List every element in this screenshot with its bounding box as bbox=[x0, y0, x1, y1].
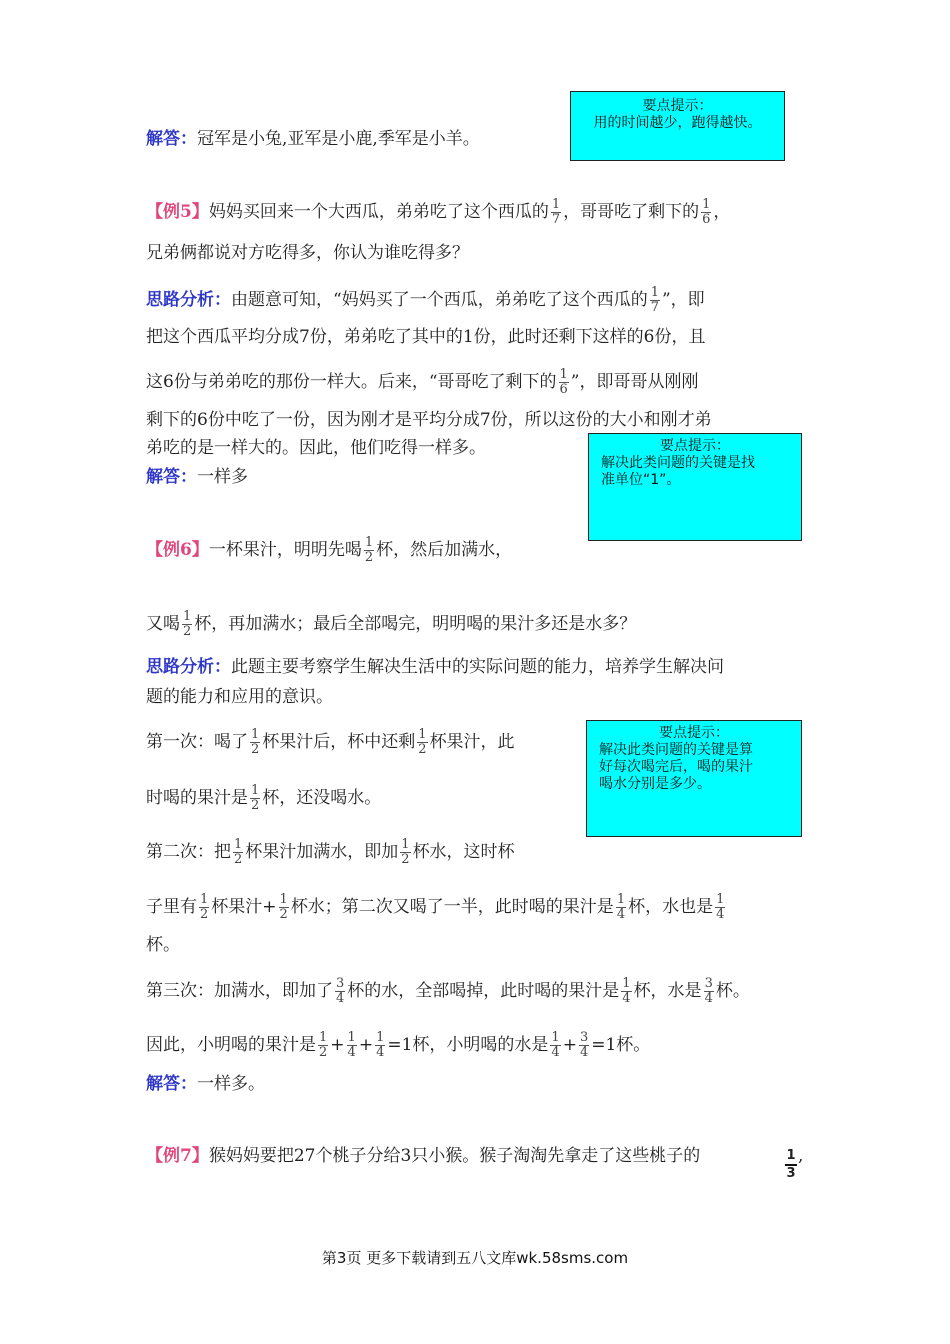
plus-sign: + bbox=[358, 1035, 374, 1055]
fraction: $\frac{1}{2}$ bbox=[279, 892, 288, 922]
fraction: $\frac{1}{2}$ bbox=[234, 837, 243, 867]
text: 杯果汁加满水，即加 bbox=[245, 842, 399, 862]
fraction: $\frac{1}{7}$ bbox=[650, 285, 659, 315]
text-line: 题的能力和应用的意识。 bbox=[146, 687, 333, 707]
fraction: $\frac{1}{4}$ bbox=[616, 892, 626, 922]
text-line bbox=[146, 838, 515, 867]
answer-label: 解答： bbox=[146, 467, 197, 487]
fraction: $\frac{1}{2}$ bbox=[364, 535, 374, 565]
text-line bbox=[146, 1031, 650, 1060]
text: 一杯果汁，明明先喝 bbox=[208, 540, 362, 560]
fraction: $\frac{3}{4}$ bbox=[579, 1030, 589, 1060]
fraction: $\frac{1}{4}$ bbox=[347, 1030, 356, 1060]
text: 杯的水，全部喝掉，此时喝的果汁是 bbox=[347, 981, 620, 1001]
text: 子里有 bbox=[146, 897, 197, 917]
example-tag: 【例5】 bbox=[146, 202, 209, 222]
fraction: $\frac{1}{6}$ bbox=[559, 367, 568, 397]
text-line: 把这个西瓜平均分成7份，弟弟吃了其中的1份，此时还剩下这样的6份，且 bbox=[146, 327, 706, 347]
text: 杯果汁，此 bbox=[429, 732, 515, 752]
text: 杯水，这时杯 bbox=[412, 842, 515, 862]
tip-box-1 bbox=[570, 91, 785, 161]
text: 第二次：把 bbox=[146, 842, 231, 862]
example-tag: 【例6】 bbox=[146, 540, 209, 560]
fraction: $\frac{1}{2}$ bbox=[183, 609, 192, 639]
fraction: $\frac{1}{2}$ bbox=[200, 892, 209, 922]
text: 第一次：喝了 bbox=[146, 732, 248, 752]
fraction: $\frac{1}{7}$ bbox=[551, 197, 561, 227]
plus-sign: + bbox=[562, 1035, 577, 1055]
answer-line bbox=[146, 1073, 265, 1095]
tip-body: 解决此类问题的关键是找 bbox=[601, 455, 755, 471]
text-line: 弟吃的是一样大的。因此，他们吃得一样多。 bbox=[146, 438, 486, 458]
fraction: $\frac{1}{2}$ bbox=[401, 837, 410, 867]
answer-line bbox=[146, 128, 480, 150]
text-line bbox=[146, 977, 750, 1006]
fraction: $\frac{1}{4}$ bbox=[376, 1030, 385, 1060]
text: 杯水；第二次又喝了一半，此时喝的果汁是 bbox=[290, 897, 614, 917]
text: 杯，再加满水；最后全部喝完，明明喝的果汁多还是水多？ bbox=[194, 614, 637, 634]
text: 第三次：加满水，即加了 bbox=[146, 981, 333, 1001]
text: 杯。 bbox=[715, 981, 750, 1001]
fraction: $\frac{1}{4}$ bbox=[622, 976, 631, 1006]
fraction: 1 3 bbox=[786, 1148, 796, 1181]
text: 由题意可知，“妈妈买了一个西瓜，弟弟吃了这个西瓜的 bbox=[231, 290, 648, 310]
text: 猴妈妈要把27个桃子分给3只小猴。猴子淘淘先拿走了这些桃子的 bbox=[208, 1146, 701, 1166]
tip-body: 用的时间越少，跑得越快。 bbox=[593, 115, 762, 131]
fraction: $\frac{3}{4}$ bbox=[336, 976, 345, 1006]
example-tag: 【例7】 bbox=[146, 1146, 209, 1166]
text: 杯，还没喝水。 bbox=[262, 788, 382, 808]
text: ，哥哥吃了剩下的 bbox=[563, 202, 700, 222]
answer-text: 冠军是小兔,亚军是小鹿,季军是小羊。 bbox=[197, 129, 480, 149]
text: ”，即哥哥从刚刚 bbox=[570, 372, 699, 392]
text: ”，即 bbox=[661, 290, 705, 310]
text: 杯果汁+ bbox=[211, 897, 277, 917]
answer-label: 解答： bbox=[146, 1074, 197, 1094]
text-line: 剩下的6份中吃了一份，因为刚才是平均分成7份，所以这份的大小和刚才弟 bbox=[146, 410, 712, 430]
answer-text: 一样多。 bbox=[197, 1074, 265, 1094]
fraction: $\frac{1}{2}$ bbox=[251, 783, 260, 813]
analysis-label: 思路分析： bbox=[146, 657, 231, 677]
text-line bbox=[146, 368, 699, 397]
analysis-label: 思路分析： bbox=[146, 290, 231, 310]
fraction: $\frac{1}{4}$ bbox=[551, 1030, 560, 1060]
text: 因此，小明喝的果汁是 bbox=[146, 1035, 316, 1055]
answer-line bbox=[146, 466, 248, 488]
page-footer: 第3页 更多下载请到五八文库wk.58sms.com bbox=[321, 1249, 629, 1267]
tip-body: 解决此类问题的关键是算 bbox=[599, 742, 753, 758]
answer-text: 一样多 bbox=[197, 467, 248, 487]
text: 杯果汁后，杯中还剩 bbox=[262, 732, 416, 752]
text: ， bbox=[713, 202, 731, 222]
text: =1杯。 bbox=[591, 1035, 651, 1055]
text-line: 兄弟俩都说对方吃得多，你认为谁吃得多？ bbox=[146, 243, 469, 263]
fraction: $\frac{1}{2}$ bbox=[418, 727, 427, 757]
text-line bbox=[146, 728, 515, 757]
text: =1杯，小明喝的水是 bbox=[387, 1035, 549, 1055]
text-line: 杯。 bbox=[146, 935, 180, 955]
tip-body: 好每次喝完后，喝的果汁 bbox=[599, 759, 753, 775]
text-line bbox=[146, 610, 636, 639]
tip-box-2 bbox=[588, 433, 802, 541]
text: 杯，然后加满水， bbox=[376, 540, 513, 560]
fraction: $\frac{1}{2}$ bbox=[251, 727, 260, 757]
comma: , bbox=[798, 1146, 804, 1166]
text-line bbox=[146, 784, 381, 813]
tip-title: 要点提示： bbox=[660, 438, 730, 454]
text: 杯，水也是 bbox=[628, 897, 714, 917]
analysis-line bbox=[146, 656, 724, 678]
fraction: $\frac{3}{4}$ bbox=[704, 976, 713, 1006]
text: 妈妈买回来一个大西瓜，弟弟吃了这个西瓜的 bbox=[208, 202, 549, 222]
text: 此题主要考察学生解决生活中的实际问题的能力，培养学生解决问 bbox=[231, 657, 724, 677]
fraction: $\frac{1}{2}$ bbox=[319, 1030, 328, 1060]
text: 时喝的果汁是 bbox=[146, 788, 248, 808]
analysis-line bbox=[146, 286, 705, 315]
tip-title: 要点提示： bbox=[642, 98, 713, 114]
fraction: $\frac{1}{4}$ bbox=[716, 892, 725, 922]
example-7-question bbox=[146, 1145, 700, 1167]
tip-title: 要点提示： bbox=[659, 725, 729, 741]
tip-box-3 bbox=[586, 720, 802, 837]
plus-sign: + bbox=[330, 1035, 345, 1055]
answer-label: 解答： bbox=[146, 129, 197, 149]
text: 又喝 bbox=[146, 614, 180, 634]
text: 杯，水是 bbox=[633, 981, 702, 1001]
text-line bbox=[146, 893, 727, 922]
fraction: $\frac{1}{6}$ bbox=[702, 197, 711, 227]
text: 这6份与弟弟吃的那份一样大。后来，“哥哥吃了剩下的 bbox=[146, 372, 557, 392]
example-6-question bbox=[146, 536, 512, 565]
tip-body: 准单位“1”。 bbox=[601, 472, 681, 488]
tip-body: 喝水分别是多少。 bbox=[599, 776, 711, 792]
example-5-question bbox=[146, 198, 730, 227]
